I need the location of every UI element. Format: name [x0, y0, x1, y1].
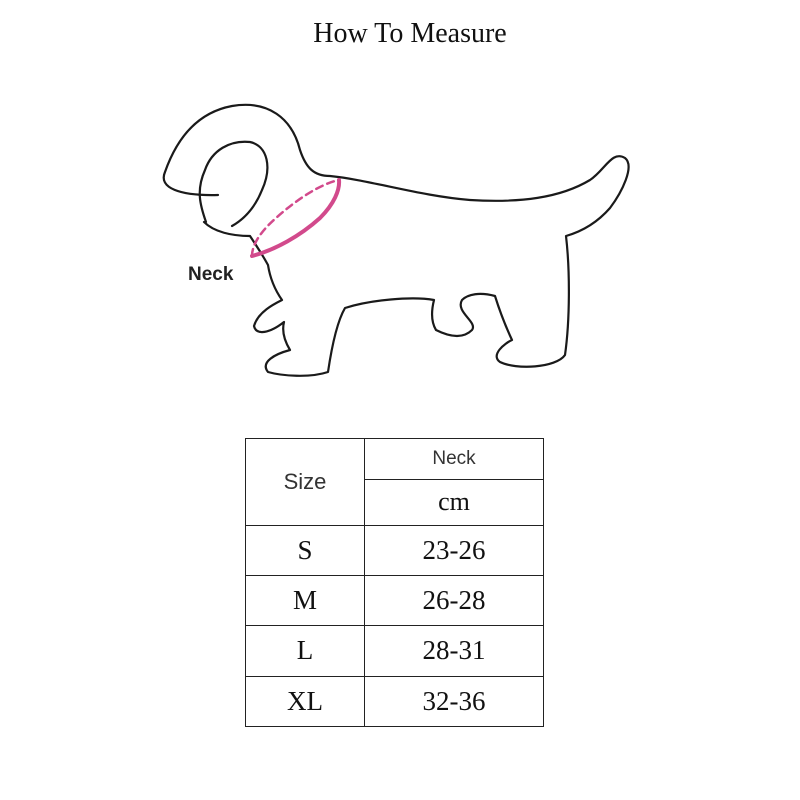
size-cell: S — [246, 525, 365, 575]
size-cell: XL — [246, 676, 365, 726]
neck-cell: 32-36 — [365, 676, 544, 726]
unit-header: cm — [365, 480, 544, 525]
collar-solid-line — [252, 180, 339, 256]
collar-dashed-line — [252, 180, 339, 256]
table-row — [246, 626, 544, 676]
dog-outline — [164, 105, 629, 376]
table-header-row — [246, 439, 544, 480]
dog-ear — [200, 142, 268, 226]
dog-illustration — [150, 95, 650, 385]
neck-header: Neck — [365, 439, 544, 480]
page-title: How To Measure — [313, 18, 507, 49]
table-row — [246, 525, 544, 575]
size-header: Size — [246, 439, 365, 526]
neck-label: Neck — [188, 264, 234, 285]
size-cell: M — [246, 575, 365, 625]
size-cell: L — [246, 626, 365, 676]
table-row — [246, 575, 544, 625]
neck-cell: 28-31 — [365, 626, 544, 676]
neck-cell: 23-26 — [365, 525, 544, 575]
size-chart-table — [245, 438, 544, 727]
table-row — [246, 676, 544, 726]
neck-cell: 26-28 — [365, 575, 544, 625]
